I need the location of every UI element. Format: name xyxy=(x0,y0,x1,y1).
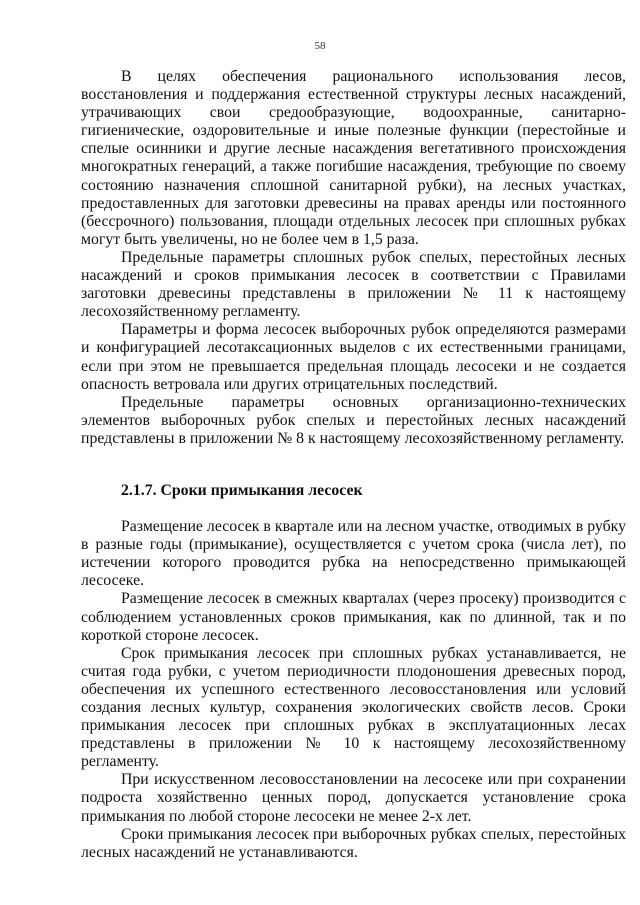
section-heading: 2.1.7. Сроки примыкания лесосек xyxy=(121,481,363,499)
paragraph: Размещение лесосек в квартале или на лесном участке, отводимых в рубку в разные годы (примыкание), осуществляется с учетом срока (числа лет), по истечении которого проводится рубка на непосредственно примыкающей лесосеке. xyxy=(81,518,626,590)
paragraph: При искусственном лесовосстановлении на лесосеке или при сохранении подроста хозяйственно ценных пород, допускается установление срока примыкания по любой стороне лесосеки не менее 2-х лет. xyxy=(81,771,626,825)
paragraph: Срок примыкания лесосек при сплошных рубках устанавливается, не считая года рубки, с учетом периодичности плодоношения древесных пород, обеспечения их успешного естественного лесовосстановления или условий создания лесных культур, сохранения экологических свойств лесов. Сроки примыкания лесосек при сплошных рубках в эксплуатационных лесах представлены в приложении № 10 к настоящему лесохозяйственному регламенту. xyxy=(81,644,626,771)
spacer xyxy=(81,500,626,518)
paragraph: Размещение лесосек в смежных кварталах (через просеку) производится с соблюдением установленных сроков примыкания, как по длинной, так и по короткой стороне лесосек. xyxy=(81,590,626,644)
paragraph: Параметры и форма лесосек выборочных рубок определяются размерами и конфигурацией лесотаксационных выделов с их естественными границами, если при этом не превышается предельная площадь лесосеки и не создается опасность ветровала или других отрицательных последствий. xyxy=(81,321,626,393)
spacer xyxy=(81,448,626,482)
page-number: 58 xyxy=(314,40,326,52)
paragraph: Предельные параметры сплошных рубок спелых, перестойных лесных насаждений и сроков примыкания лесосек в соответствии с Правилами заготовки древесины представлены в приложении № 11 к настоящему лесохозяйственному регламенту. xyxy=(81,248,626,321)
paragraph: Сроки примыкания лесосек при выборочных рубках спелых, перестойных лесных насаждений не устанавливаются. xyxy=(81,825,626,861)
page-content xyxy=(81,68,626,862)
paragraph: Предельные параметры основных организационно-технических элементов выборочных рубок спелых и перестойных лесных насаждений представлены в приложении № 8 к настоящему лесохозяйственному регламенту. xyxy=(81,393,626,447)
paragraph: В целях обеспечения рационального использования лесов, восстановления и поддержания естественной структуры лесных насаждений, утрачивающих свои средообразующие, водоохранные, санитарно-гигиенические, оздоровительные и иные полезные функции (перестойные и спелые осинники и другие лесные насаждения вегетативного происхождения многократных генераций, а также погибшие насаждения, требующие по своему состоянию назначения сплошной санитарной рубки), на лесных участках, предоставленных для заготовки древесины на правах аренды или постоянного (бессрочного) пользования, площади отдельных лесосек при сплошных рубках могут быть увеличены, но не более чем в 1,5 раза. xyxy=(81,68,626,248)
